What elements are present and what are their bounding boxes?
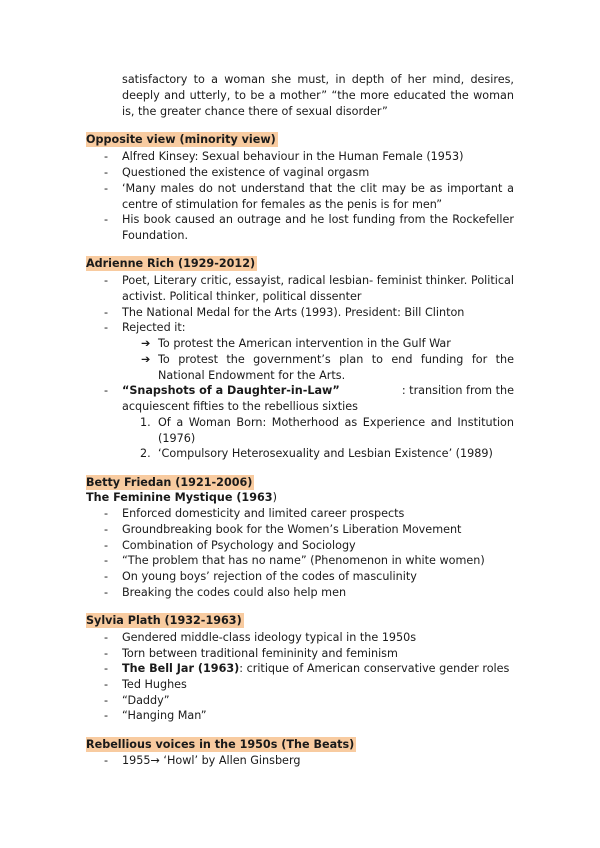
- bell-jar-description: : critique of American conservative gender roles: [239, 662, 510, 675]
- list-item-text: The National Medal for the Arts (1993). President: Bill Clinton: [122, 306, 465, 319]
- numbered-item: [0, 446, 600, 462]
- numbered-item-continuation: (1976): [158, 432, 196, 445]
- section-heading-sylvia-plath: Sylvia Plath (1932-1963): [86, 614, 242, 627]
- list-item-text: “The problem that has no name” (Phenomenon in white women): [122, 554, 485, 567]
- intro-line-3: is, the greater chance there of sexual disorder”: [122, 105, 388, 118]
- sub-list-item: [0, 352, 600, 368]
- list-item: [0, 383, 600, 399]
- bullet-dash: -: [104, 539, 109, 552]
- bullet-dash: -: [104, 321, 109, 334]
- section-heading-opposite-view: Opposite view (minority view): [86, 133, 276, 146]
- list-item: [0, 522, 600, 538]
- snapshots-description: : transition from the: [401, 384, 514, 397]
- section-heading-the-beats: Rebellious voices in the 1950s (The Beats): [86, 738, 355, 751]
- list-item-continuation: centre of stimulation for females as the penis is for men”: [122, 198, 443, 211]
- list-item: [0, 305, 600, 321]
- list-item-text: Gendered middle-class ideology typical in the 1950s: [122, 631, 417, 644]
- list-item-text: 1955→ ‘Howl’ by Allen Ginsberg: [122, 754, 301, 767]
- bullet-dash: -: [104, 647, 109, 660]
- list-item-text: “Hanging Man”: [122, 709, 207, 722]
- bullet-dash: -: [104, 306, 109, 319]
- list-item-text: [122, 383, 514, 399]
- list-item: [0, 181, 600, 197]
- list-item-text: Groundbreaking book for the Women’s Liberation Movement: [122, 523, 462, 536]
- sub-list-item-text: To protest the government’s plan to end funding for the: [158, 353, 514, 366]
- list-item: [0, 538, 600, 554]
- bullet-dash: -: [104, 678, 109, 691]
- list-item: [0, 630, 600, 646]
- list-item-text: Alfred Kinsey: Sexual behaviour in the Human Female (1953): [122, 150, 464, 163]
- bullet-dash: -: [104, 554, 109, 567]
- list-item-text: Ted Hughes: [122, 678, 187, 691]
- list-item-text: Torn between traditional femininity and feminism: [122, 647, 398, 660]
- list-item: [0, 569, 600, 585]
- bullet-dash: -: [104, 523, 109, 536]
- book-title-tail: ): [272, 491, 277, 504]
- intro-line-2: deeply and utterly, to be a mother” “the more educated the woman: [122, 89, 514, 102]
- list-item: [0, 661, 600, 677]
- list-item: [0, 585, 600, 601]
- arrow-icon: ➔: [141, 353, 151, 366]
- item-number: 1.: [140, 416, 151, 429]
- list-item-continuation: Foundation.: [122, 229, 189, 242]
- list-item: [0, 753, 600, 769]
- bullet-dash: -: [104, 182, 109, 195]
- sub-list-item-continuation: National Endowment for the Arts.: [158, 369, 346, 382]
- numbered-item-text: Of a Woman Born: Motherhood as Experience and Institution: [158, 416, 514, 429]
- list-item-text: Enforced domesticity and limited career prospects: [122, 507, 405, 520]
- list-item-text: Breaking the codes could also help men: [122, 586, 347, 599]
- work-title-snapshots: “Snapshots of a Daughter-in-Law”: [122, 384, 340, 397]
- list-item-text: On young boys’ rejection of the codes of masculinity: [122, 570, 417, 583]
- list-item-text: Questioned the existence of vaginal orgasm: [122, 166, 370, 179]
- list-item-continuation: acquiescent fifties to the rebellious sixties: [122, 400, 358, 413]
- list-item-text: “Daddy”: [122, 694, 170, 707]
- list-item: [0, 320, 600, 336]
- list-item-text: Combination of Psychology and Sociology: [122, 539, 356, 552]
- bullet-dash: -: [104, 274, 109, 287]
- list-item: [0, 506, 600, 522]
- numbered-item-text: ‘Compulsory Heterosexuality and Lesbian Existence’ (1989): [158, 447, 493, 460]
- book-title: The Feminine Mystique (1963: [86, 491, 273, 504]
- bullet-dash: -: [104, 213, 109, 226]
- list-item: [0, 273, 600, 289]
- bullet-dash: -: [104, 662, 109, 675]
- bullet-dash: -: [104, 507, 109, 520]
- sub-list-item-text: To protest the American intervention in the Gulf War: [158, 337, 451, 350]
- list-item-text: His book caused an outrage and he lost funding from the Rockefeller: [122, 213, 514, 226]
- list-item: [0, 212, 600, 228]
- bullet-dash: -: [104, 631, 109, 644]
- bullet-dash: -: [104, 754, 109, 767]
- list-item-text: Poet, Literary critic, essayist, radical lesbian- feminist thinker. Political: [122, 274, 514, 287]
- list-item: [0, 149, 600, 165]
- bullet-dash: -: [104, 586, 109, 599]
- intro-line-1: satisfactory to a woman she must, in depth of her mind, desires,: [122, 73, 514, 86]
- bullet-dash: -: [104, 709, 109, 722]
- bullet-dash: -: [104, 694, 109, 707]
- list-item: [0, 646, 600, 662]
- list-item: [0, 708, 600, 724]
- work-title-bell-jar: The Bell Jar (1963): [122, 662, 240, 675]
- section-heading-betty-friedan: Betty Friedan (1921-2006): [86, 476, 253, 489]
- arrow-icon: ➔: [141, 337, 151, 350]
- list-item-text: Rejected it:: [122, 321, 186, 334]
- numbered-item: [0, 415, 600, 431]
- list-item: [0, 693, 600, 709]
- item-number: 2.: [140, 447, 151, 460]
- list-item-text: [122, 661, 509, 677]
- bullet-dash: -: [104, 384, 109, 397]
- sub-list-item: [0, 336, 600, 352]
- list-item: [0, 677, 600, 693]
- bullet-dash: -: [104, 166, 109, 179]
- list-item-continuation: activist. Political thinker, political dissenter: [122, 290, 362, 303]
- list-item: [0, 165, 600, 181]
- subheading-feminine-mystique: [86, 490, 600, 506]
- bullet-dash: -: [104, 150, 109, 163]
- bullet-dash: -: [104, 570, 109, 583]
- list-item-text: ‘Many males do not understand that the clit may be as important a: [122, 182, 514, 195]
- list-item: [0, 553, 600, 569]
- section-heading-adrienne-rich: Adrienne Rich (1929-2012): [86, 257, 256, 270]
